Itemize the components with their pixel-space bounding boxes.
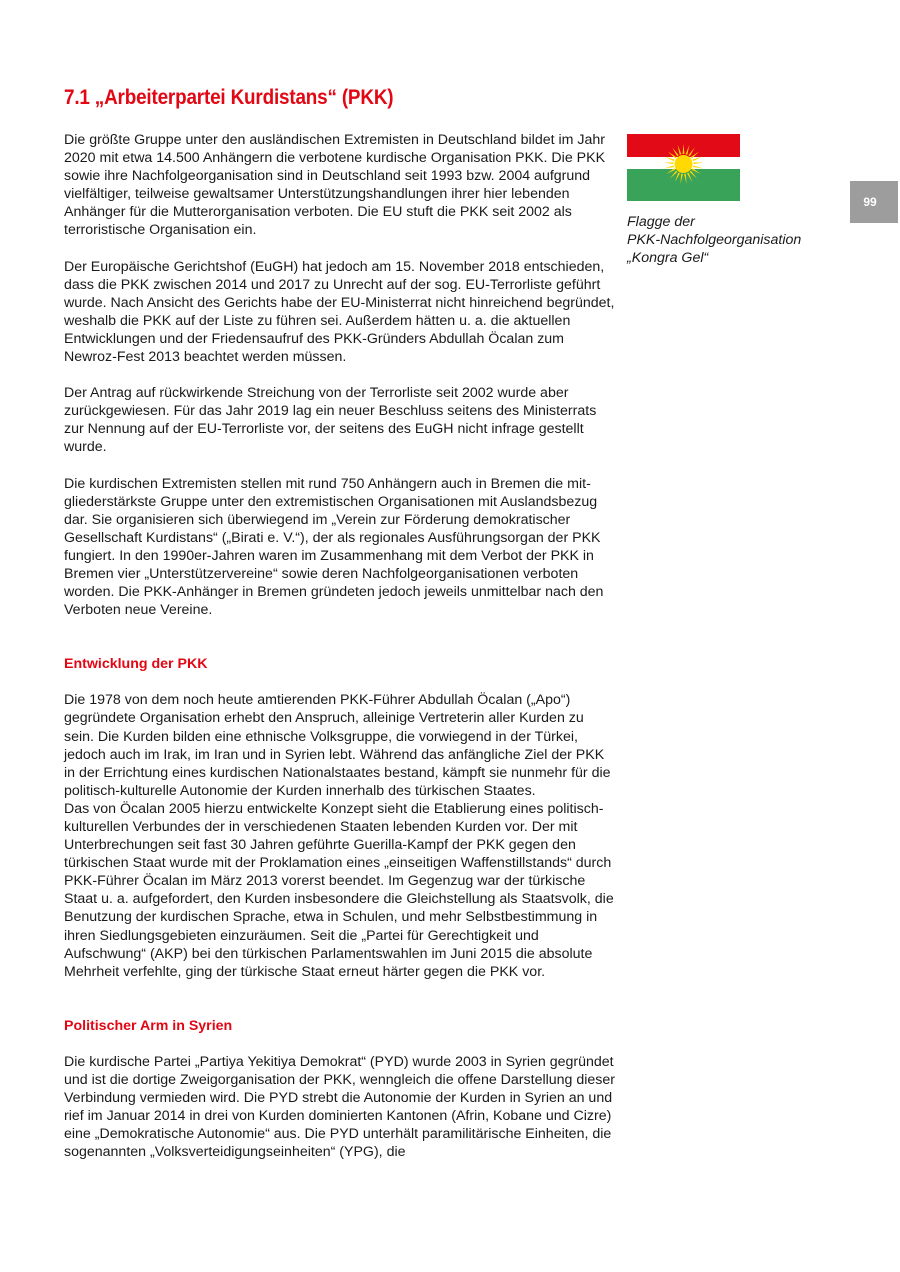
flag-graphic — [627, 134, 740, 201]
intro-paragraph-2: Der Europäische Gerichtshof (EuGH) hat jedoch am 15. November 2018 entschieden, dass die PKK zwischen 2014 und 2017 zu Unrecht auf der sog. EU-Terrorliste geführt wurde. Nach Ansicht des Gerichts habe der EU-Ministerrat nicht hinreichend begründet, weshalb die PKK auf der Liste zu führen sei. Außerdem hätten u. a. die aktuellen Entwicklungen und der Friedensaufruf des PKK-Gründers Abdullah Öcalan zum Newroz-Fest 2013 beachtet werden müssen. — [64, 258, 615, 366]
caption-line: „Kongra Gel“ — [627, 250, 709, 267]
section-heading-syria: Politischer Arm in Syrien — [64, 1017, 233, 1034]
intro-paragraph-3: Der Antrag auf rückwirkende Streichung von der Terrorliste seit 2002 wurde aber zurückgewiesen. Für das Jahr 2019 lag ein neuer Beschluss seitens des Ministerrats zur Nennung auf der EU-Terrorliste vor, der seitens des EuGH nicht infrage gestellt wurde. — [64, 385, 597, 456]
syria-paragraph-1: Die kurdische Partei „Partiya Yekitiya Demokrat“ (PYD) wurde 2003 in Syrien gegründet und ist die dortige Zweigorganisation der PKK, wenngleich die offene Darstellung dieser Verbindung vermieden wird. Die PYD strebt die Autonomie der Kurden in Syrien an und rief im Januar 2014 in drei von Kurden dominierten Kantonen (Afrin, Kobane und Cizre) eine „Demokratische Autonomie“ aus. Die PYD unterhält paramilitärische Einheiten, die sogenannten „Volksverteidigungseinheiten“ (YPG), die — [64, 1053, 616, 1161]
kongra-gel-flag-image — [627, 134, 740, 201]
caption-line: Flagge der — [627, 214, 695, 230]
intro-paragraph-1: Die größte Gruppe unter den ausländischen Extremisten in Deutschland bildet im Jahr 2020 mit etwa 14.500 Anhängern die verbotene kurdische Organisation PKK. Die PKK sowie ihre Nachfolgeorganisation sind in Deutschland seit 1993 bzw. 2004 aufgrund vielfältiger, teilweise gewaltsamer Unterstützungshandlungen ihrer hier lebenden Anhänger für die Mutterorganisation verboten. Die EU stuft die PKK seit 2002 als terroristische Organisation ein. — [64, 132, 606, 239]
flag-caption — [627, 213, 827, 267]
section-heading-development: Entwicklung der PKK — [64, 656, 208, 673]
page-number: 99 — [863, 195, 877, 209]
intro-paragraph-4: Die kurdischen Extremisten stellen mit rund 750 Anhängern auch in Bremen die mitgliederstärkste Gruppe unter den extremistischen Organisationen mit Auslandsbezug dar. Sie organisieren sich überwiegend im „Verein zur Förderung demokratischer Gesellschaft Kurdistans“ („Birati e. V.“), der als regionales Ausführungsorgan der PKK fungiert. In den 1990er-Jahren waren im Zusammenhang mit dem Verbot der PKK in Bremen vier „Unterstützervereine“ sowie deren Nachfolgeorganisationen verboten worden. Die PKK-Anhänger in Bremen gründeten jedoch jeweils unmittelbar nach den Verboten neue Vereine. — [64, 475, 604, 619]
sun-core — [675, 155, 693, 173]
caption-line: PKK-Nachfolgeorganisation — [627, 232, 802, 249]
development-paragraph-1: Die 1978 von dem noch heute amtierenden PKK-Führer Abdullah Öcalan („Apo“) gegründete Organisation erhebt den Anspruch, alleinige Vertreterin aller Kurden zu sein. Die Kurden bilden eine ethnische Volksgruppe, die vorwiegend in der Türkei, jedoch auch im Irak, im Iran und in Syrien lebt. Während das anfängliche Ziel der PKK in der Errichtung eines kurdischen Nationalstaates bestand, kämpft sie nunmehr für die politisch-kulturelle Autonomie der Kurden innerhalb des türkischen Staates. — [64, 692, 611, 799]
main-text-column — [64, 131, 616, 1162]
development-paragraph-2: Das von Öcalan 2005 hierzu entwickelte Konzept sieht die Etablierung eines politisch-kulturellen Verbundes der in verschiedenen Staaten lebenden Kurden vor. Der mit Unterbrechungen seit fast 30 Jahren geführte Guerilla-Kampf der PKK gegen den türkischen Staat wurde mit der Proklamation eines „einseitigen Waffenstillstands“ durch PKK-Führer Öcalan im März 2013 vorerst beendet. Im Gegenzug war der türkische Staat u. a. aufgefordert, den Kurden insbesondere die Gleichstellung als Staatsvolk, die Benutzung der kurdischen Sprache, etwa in Schulen, und mehr Selbstbestimmung in ihren Siedlungsgebieten einzuräumen. Seit die „Partei für Gerechtigkeit und Aufschwung“ (AKP) bei den türkischen Parlamentswahlen im Juni 2015 die absolute Mehrheit verfehlte, ging der türkische Staat erneut härter gegen die PKK vor. — [64, 800, 614, 980]
page-title: 7.1 „Arbeiterpartei Kurdistans“ (PKK) — [64, 86, 394, 109]
page-number-tab — [850, 181, 898, 223]
flag-green-stripe — [627, 169, 740, 201]
